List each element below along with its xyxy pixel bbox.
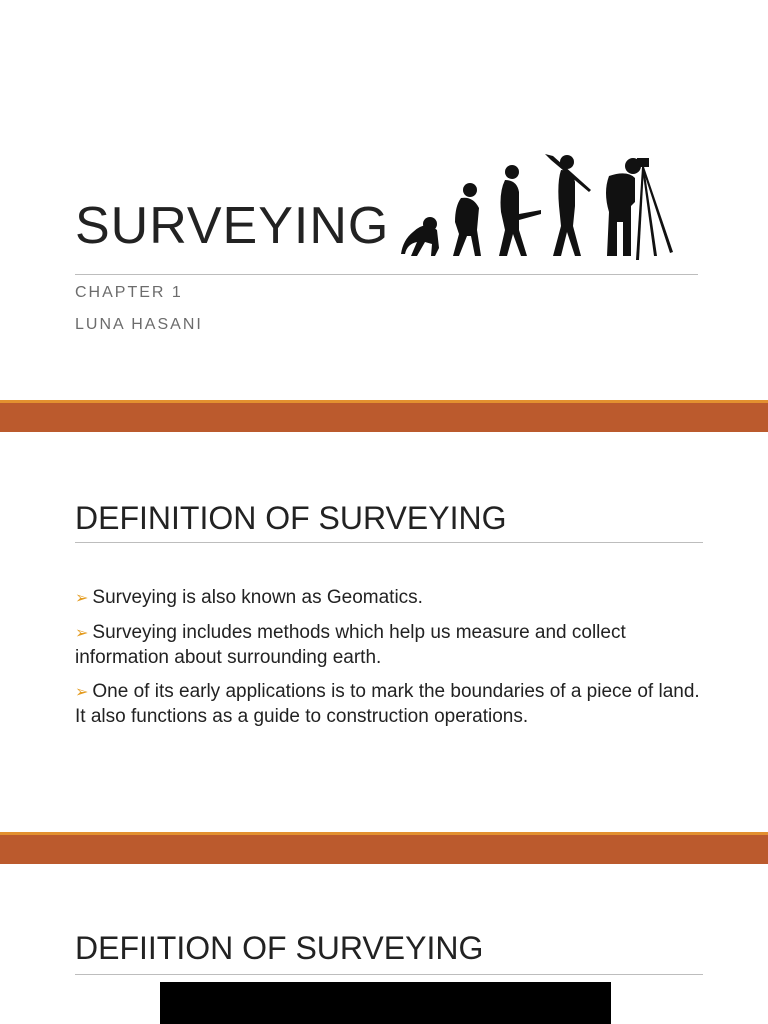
slide-definition-2 [0,864,768,1024]
title-divider [75,274,698,275]
bullet-list [75,586,715,739]
slide-definition [0,432,768,832]
list-item [75,621,715,670]
black-image-placeholder [160,982,611,1024]
arrow-bullet-icon: ➢ [75,590,89,607]
slide-title-heading: SURVEYING [75,197,390,255]
arrow-bullet-icon: ➢ [75,625,89,642]
slide-title [0,0,768,400]
slide-heading: DEFIITION OF SURVEYING [75,930,484,966]
bullet-text: Surveying is also known as Geomatics. [92,587,423,608]
heading-divider [75,542,703,543]
list-item [75,586,715,611]
author-subtitle: LUNA HASANI [75,316,203,333]
slide-separator [0,400,768,432]
evolution-silhouette-icon [395,152,680,264]
bullet-text: One of its early applications is to mark the boundaries of a piece of land. It also functions as a guide to construction operations. [75,681,700,727]
bullet-text: Surveying includes methods which help us measure and collect information about surrounding earth. [75,622,626,668]
chapter-subtitle: CHAPTER 1 [75,284,183,301]
slide-separator [0,832,768,864]
arrow-bullet-icon: ➢ [75,684,89,701]
heading-divider [75,974,703,975]
slide-heading: DEFINITION OF SURVEYING [75,500,507,536]
list-item [75,680,715,729]
